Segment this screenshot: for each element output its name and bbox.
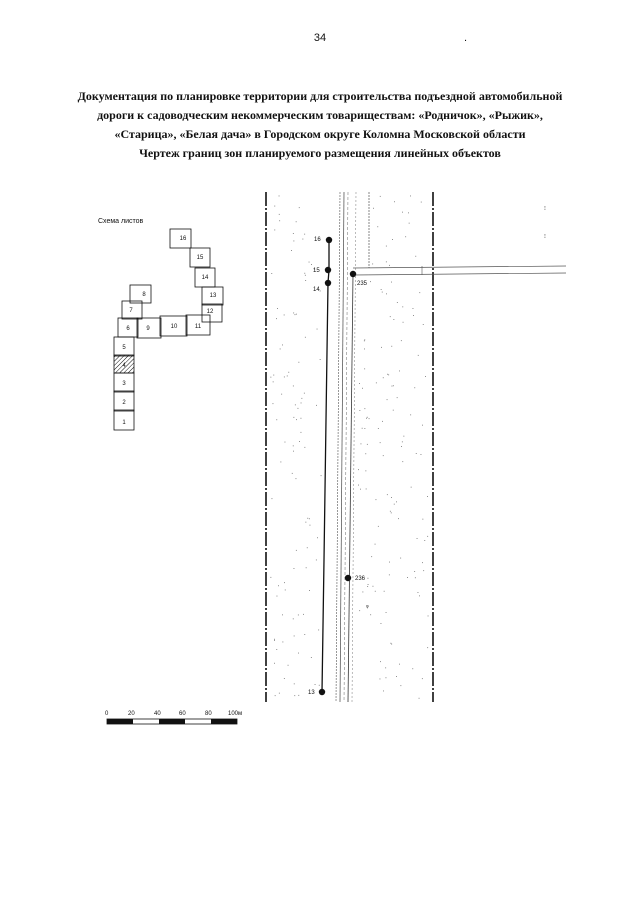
- speckle-dot: [400, 685, 401, 686]
- speckle-dot: [396, 676, 397, 677]
- speckle-dot: [368, 584, 369, 585]
- speckle-dot: [293, 451, 294, 452]
- speckle-dot: [425, 376, 426, 377]
- speckle-dot: [384, 591, 385, 592]
- speckle-dot: [274, 640, 275, 641]
- speckle-dot: [403, 322, 404, 323]
- speckle-dot: [304, 273, 305, 274]
- speckle-dot: [362, 388, 363, 389]
- speckle-dot: [317, 329, 318, 330]
- speckle-dot: [388, 374, 389, 375]
- speckle-dot: [316, 560, 317, 561]
- speckle-dot: [403, 436, 404, 437]
- speckle-dot: [396, 501, 397, 502]
- speckle-dot: [273, 381, 274, 382]
- speckle-dot: [294, 695, 295, 696]
- speckle-dot: [304, 234, 305, 235]
- speckle-dot: [270, 577, 271, 578]
- speckle-dot: [319, 685, 320, 686]
- speckle-dot: [414, 571, 415, 572]
- speckle-dot: [276, 419, 277, 420]
- speckle-dot: [310, 525, 311, 526]
- speckle-dot: [292, 473, 293, 474]
- sheet-label-3: 3: [122, 381, 126, 387]
- speckle-dot: [375, 591, 376, 592]
- speckle-dot: [390, 643, 391, 644]
- speckle-dot: [405, 236, 406, 237]
- speckle-dot: [301, 403, 302, 404]
- scale-label-80: 80: [205, 711, 212, 717]
- speckle-dot: [311, 657, 312, 658]
- speckle-dot: [360, 489, 361, 490]
- speckle-dot: [293, 313, 294, 314]
- speckle-dot: [367, 444, 368, 445]
- speckle-dot: [392, 239, 393, 240]
- speckle-dot: [364, 340, 365, 341]
- speckle-dot: [387, 494, 388, 495]
- sheet-label-1: 1: [122, 420, 126, 426]
- speckle-dot: [287, 376, 288, 377]
- speckle-dot: [358, 469, 359, 470]
- speckle-dot: [295, 404, 296, 405]
- speckle-dot: [408, 212, 409, 213]
- speckle-dot: [400, 558, 401, 559]
- territory-speckle: [270, 196, 428, 699]
- road-axis-line: [348, 274, 353, 702]
- speckle-dot: [280, 349, 281, 350]
- speckle-dot: [298, 408, 299, 409]
- road-edge-line-3: [344, 192, 348, 702]
- sheet-label-4: 4: [122, 363, 126, 369]
- title-line-1: Документация по планировке территории для строительства подъездной автомобильной: [77, 89, 563, 103]
- speckle-dot: [380, 679, 381, 680]
- speckle-dot: [293, 417, 294, 418]
- speckle-dot: [279, 196, 280, 197]
- speckle-dot: [419, 292, 420, 293]
- speckle-dot: [309, 590, 310, 591]
- speckle-dot: [391, 512, 392, 513]
- speckle-dot: [276, 318, 277, 319]
- speckle-dot: [413, 315, 414, 316]
- speckle-dot: [309, 262, 310, 263]
- speckle-dot: [367, 417, 368, 418]
- speckle-dot: [296, 550, 297, 551]
- speckle-dot: [275, 695, 276, 696]
- speckle-dot: [298, 695, 299, 696]
- speckle-dot: [294, 636, 295, 637]
- speckle-dot: [386, 246, 387, 247]
- speckle-dot: [274, 206, 275, 207]
- speckle-dot: [390, 511, 391, 512]
- sheet-scheme: [98, 218, 223, 430]
- sheet-8: [130, 285, 151, 303]
- speckle-dot: [307, 547, 308, 548]
- speckle-dot: [418, 592, 419, 593]
- speckle-dot: [378, 526, 379, 527]
- speckle-dot: [386, 293, 387, 294]
- speckle-dot: [392, 386, 393, 387]
- speckle-dot: [381, 623, 382, 624]
- speckle-dot: [309, 518, 310, 519]
- speckle-dot: [288, 372, 289, 373]
- speckle-dot: [320, 291, 321, 292]
- speckle-dot: [279, 214, 280, 215]
- speckle-dot: [315, 684, 316, 685]
- speckle-dot: [415, 577, 416, 578]
- zone-boundary-line: [322, 240, 329, 692]
- sheet-scheme-title: Схема листов: [98, 218, 144, 225]
- speckle-dot: [380, 661, 381, 662]
- speckle-dot: [412, 668, 413, 669]
- speckle-dot: [305, 275, 306, 276]
- speckle-dot: [385, 667, 386, 668]
- speckle-dot: [304, 634, 305, 635]
- sheet-label-8: 8: [142, 292, 146, 298]
- scale-bar: [105, 711, 242, 724]
- speckle-dot: [370, 614, 371, 615]
- scale-label-20: 20: [128, 711, 135, 717]
- faint-marking-2: ⁝: [544, 234, 546, 240]
- speckle-dot: [419, 595, 420, 596]
- speckle-dot: [304, 447, 305, 448]
- speckle-dot: [368, 578, 369, 579]
- speckle-dot: [301, 398, 302, 399]
- speckle-dot: [293, 445, 294, 446]
- road-edge-line-2: [340, 192, 344, 702]
- speckle-dot: [270, 377, 271, 378]
- speckle-dot: [296, 314, 297, 315]
- speckle-dot: [274, 230, 275, 231]
- plan-drawing: [266, 192, 566, 702]
- speckle-dot: [284, 315, 285, 316]
- speckle-dot: [274, 639, 275, 640]
- point-14-label: 14: [313, 287, 320, 293]
- speckle-dot: [279, 220, 280, 221]
- speckle-dot: [271, 273, 272, 274]
- road-edge-line-1: [336, 192, 340, 702]
- speckle-dot: [386, 677, 387, 678]
- speckle-dot: [393, 410, 394, 411]
- speckle-dot: [359, 383, 360, 384]
- speckle-dot: [373, 586, 374, 587]
- speckle-dot: [364, 408, 365, 409]
- point-15-label: 15: [313, 268, 320, 274]
- speckle-dot: [422, 678, 423, 679]
- speckle-dot: [321, 475, 322, 476]
- speckle-dot: [380, 442, 381, 443]
- speckle-dot: [298, 615, 299, 616]
- speckle-dot: [278, 585, 279, 586]
- page-number: 34: [313, 32, 327, 44]
- sheet-label-2: 2: [122, 400, 126, 406]
- speckle-dot: [376, 382, 377, 383]
- sheet-label-10: 10: [170, 324, 178, 330]
- speckle-dot: [376, 499, 377, 500]
- speckle-dot: [282, 614, 283, 615]
- speckle-dot: [296, 419, 297, 420]
- speckle-dot: [311, 264, 312, 265]
- speckle-dot: [378, 428, 379, 429]
- speckle-dot: [427, 496, 428, 497]
- speckle-dot: [361, 443, 362, 444]
- speckle-dot: [273, 403, 274, 404]
- sheet-label-5: 5: [122, 345, 126, 351]
- speckle-dot: [305, 522, 306, 523]
- speckle-dot: [394, 504, 395, 505]
- speckle-dot: [372, 264, 373, 265]
- speckle-dot: [401, 340, 402, 341]
- speckle-dot: [383, 377, 384, 378]
- scale-bar-segment-1: [107, 719, 133, 724]
- scale-label-0: 0: [105, 711, 109, 717]
- speckle-dot: [413, 308, 414, 309]
- speckle-dot: [390, 316, 391, 317]
- speckle-dot: [382, 292, 383, 293]
- speckle-dot: [284, 678, 285, 679]
- speckle-dot: [318, 630, 319, 631]
- speckle-dot: [276, 649, 277, 650]
- speckle-dot: [389, 265, 390, 266]
- speckle-dot: [415, 256, 416, 257]
- speckle-dot: [306, 567, 307, 568]
- speckle-dot: [304, 393, 305, 394]
- speckle-dot: [402, 461, 403, 462]
- speckle-dot: [389, 574, 390, 575]
- speckle-dot: [303, 614, 304, 615]
- speckle-dot: [281, 394, 282, 395]
- title-line-4: Чертеж границ зон планируемого размещения линейных объектов: [139, 146, 501, 160]
- speckle-dot: [382, 421, 383, 422]
- speckle-dot: [272, 498, 273, 499]
- speckle-dot: [380, 196, 381, 197]
- speckle-dot: [285, 590, 286, 591]
- speckle-dot: [387, 374, 388, 375]
- speckle-dot: [305, 337, 306, 338]
- speckle-dot: [320, 359, 321, 360]
- speckle-dot: [421, 202, 422, 203]
- sheet-label-14: 14: [201, 275, 209, 281]
- speckle-dot: [284, 377, 285, 378]
- speckle-dot: [393, 385, 394, 386]
- speckle-dot: [422, 519, 423, 520]
- speckle-dot: [416, 453, 417, 454]
- scale-bar-segment-3: [159, 719, 185, 724]
- speckle-dot: [362, 428, 363, 429]
- speckle-dot: [305, 280, 306, 281]
- speckle-dot: [293, 386, 294, 387]
- speckle-dot: [359, 610, 360, 611]
- speckle-dot: [301, 418, 302, 419]
- speckle-dot: [399, 371, 400, 372]
- speckle-dot: [389, 562, 390, 563]
- speckle-dot: [364, 368, 365, 369]
- point-236-marker: [345, 575, 351, 581]
- speckle-dot: [288, 665, 289, 666]
- speckle-dot: [391, 346, 392, 347]
- speckle-dot: [402, 441, 403, 442]
- speckle-dot: [293, 241, 294, 242]
- speckle-dot: [302, 239, 303, 240]
- speckle-dot: [364, 428, 365, 429]
- speckle-dot: [386, 612, 387, 613]
- speckle-dot: [414, 387, 415, 388]
- sheet-label-16: 16: [179, 236, 187, 242]
- speckle-dot: [370, 281, 371, 282]
- title-line-2: дороги к садоводческим некоммерческим товариществам: «Родничок», «Рыжик»,: [97, 108, 543, 122]
- speckle-dot: [407, 577, 408, 578]
- speckle-dot: [383, 455, 384, 456]
- speckle-dot: [386, 261, 387, 262]
- speckle-dot: [293, 233, 294, 234]
- speckle-dot: [284, 582, 285, 583]
- speckle-dot: [428, 616, 429, 617]
- speckle-dot: [367, 586, 368, 587]
- speckle-dot: [301, 432, 302, 433]
- point-13-marker: [319, 689, 325, 695]
- speckle-dot: [398, 518, 399, 519]
- speckle-dot: [298, 653, 299, 654]
- speckle-dot: [394, 201, 395, 202]
- scale-label-40: 40: [154, 711, 161, 717]
- speckle-dot: [427, 536, 428, 537]
- speckle-dot: [411, 487, 412, 488]
- speckle-dot: [377, 226, 378, 227]
- speckle-dot: [369, 418, 370, 419]
- scale-label-60: 60: [179, 711, 186, 717]
- speckle-dot: [410, 414, 411, 415]
- point-235-label: 235: [357, 281, 368, 287]
- speckle-dot: [364, 339, 365, 340]
- speckle-dot: [299, 207, 300, 208]
- speckle-dot: [421, 454, 422, 455]
- speckle-dot: [282, 642, 283, 643]
- sheet-label-9: 9: [146, 326, 150, 332]
- speckle-dot: [291, 250, 292, 251]
- speckle-dot: [427, 647, 428, 648]
- speckle-dot: [362, 592, 363, 593]
- side-road-edge-bottom: [353, 273, 566, 275]
- faint-marking: ⁝: [544, 206, 546, 212]
- speckle-dot: [397, 302, 398, 303]
- title-line-3: «Старица», «Белая дача» в Городском округе Коломна Московской области: [114, 127, 526, 141]
- speckle-dot: [277, 596, 278, 597]
- speckle-dot: [423, 570, 424, 571]
- speckle-dot: [391, 282, 392, 283]
- speckle-dot: [365, 470, 366, 471]
- speckle-dot: [402, 212, 403, 213]
- scale-label-100: 100м: [228, 711, 243, 717]
- speckle-dot: [317, 537, 318, 538]
- speckle-dot: [316, 405, 317, 406]
- point-14-marker: [325, 280, 331, 286]
- speckle-dot: [422, 425, 423, 426]
- stray-mark: .: [464, 32, 468, 44]
- speckle-dot: [381, 347, 382, 348]
- speckle-dot: [299, 441, 300, 442]
- speckle-dot: [273, 375, 274, 376]
- speckle-dot: [293, 618, 294, 619]
- speckle-dot: [402, 306, 403, 307]
- speckle-dot: [366, 489, 367, 490]
- speckle-dot: [279, 693, 280, 694]
- speckle-dot: [295, 314, 296, 315]
- speckle-dot: [397, 397, 398, 398]
- speckle-dot: [296, 478, 297, 479]
- point-236-label: 236: [355, 576, 366, 582]
- speckle-dot: [375, 544, 376, 545]
- sheet-label-7: 7: [129, 308, 133, 314]
- scale-bar-segment-5: [211, 719, 237, 724]
- point-16-label: 16: [314, 237, 321, 243]
- speckle-dot: [282, 345, 283, 346]
- sheet-label-11: 11: [194, 324, 202, 330]
- speckle-dot: [424, 540, 425, 541]
- speckle-dot: [383, 691, 384, 692]
- speckle-dot: [417, 538, 418, 539]
- speckle-dot: [298, 362, 299, 363]
- speckle-dot: [364, 349, 365, 350]
- speckle-dot: [358, 485, 359, 486]
- speckle-dot: [365, 453, 366, 454]
- sheet-label-12: 12: [206, 309, 214, 315]
- speckle-dot: [294, 568, 295, 569]
- speckle-dot: [307, 518, 308, 519]
- sheet-label-6: 6: [126, 326, 130, 332]
- speckle-dot: [409, 223, 410, 224]
- point-13-label: 13: [308, 690, 315, 696]
- speckle-dot: [391, 497, 392, 498]
- speckle-dot: [381, 289, 382, 290]
- sheet-label-13: 13: [209, 293, 217, 299]
- point-235-marker: [350, 271, 356, 277]
- speckle-dot: [387, 399, 388, 400]
- faint-mark-road: ᵩ: [366, 603, 369, 609]
- speckle-dot: [285, 442, 286, 443]
- speckle-dot: [373, 208, 374, 209]
- speckle-dot: [280, 462, 281, 463]
- speckle-dot: [410, 196, 411, 197]
- speckle-dot: [418, 355, 419, 356]
- speckle-dot: [296, 221, 297, 222]
- point-16-marker: [326, 237, 332, 243]
- speckle-dot: [359, 410, 360, 411]
- speckle-dot: [393, 319, 394, 320]
- speckle-dot: [422, 562, 423, 563]
- speckle-dot: [274, 663, 275, 664]
- speckle-dot: [419, 698, 420, 699]
- speckle-dot: [391, 644, 392, 645]
- speckle-dot: [399, 664, 400, 665]
- road-edge-line-4: [352, 192, 356, 702]
- speckle-dot: [294, 683, 295, 684]
- speckle-dot: [423, 324, 424, 325]
- side-road-edge-top: [353, 266, 566, 268]
- sheet-label-15: 15: [196, 255, 204, 261]
- point-15-marker: [325, 267, 331, 273]
- speckle-dot: [366, 418, 367, 419]
- speckle-dot: [277, 308, 278, 309]
- speckle-dot: [371, 556, 372, 557]
- speckle-dot: [401, 446, 402, 447]
